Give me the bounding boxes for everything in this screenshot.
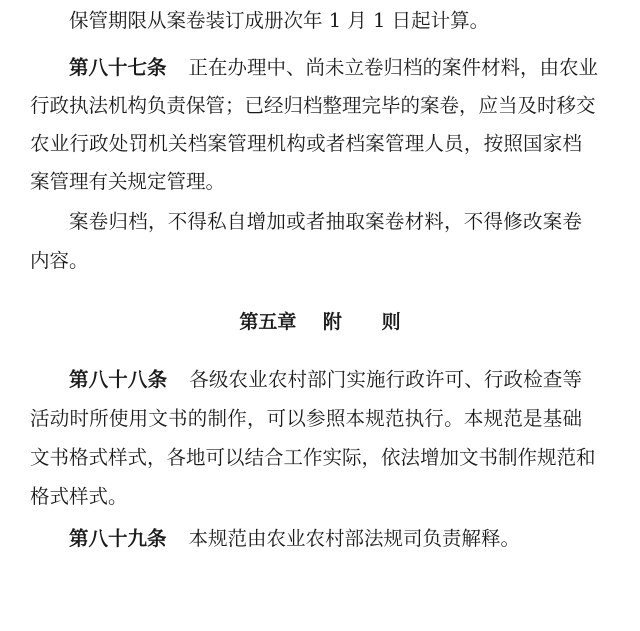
article-89-title: 第八十九条 <box>69 527 167 550</box>
article-87-line-1 <box>30 56 599 80</box>
article-88-line-1 <box>30 368 582 392</box>
article-86-text: 保管期限从案卷装订成册次年 1 月 1 日起计算。 <box>69 9 490 32</box>
article-87-para2-line-1 <box>30 210 582 234</box>
article-88-text-2: 活动时所使用文书的制作，可以参照本规范执行。本规范是基础 <box>30 407 582 430</box>
article-87-text-1: 正在办理中、尚未立卷归档的案件材料，由农业 <box>188 56 599 79</box>
article-87-text-3: 农业行政处罚机关档案管理机构或者档案管理人员，按照国家档 <box>30 132 582 155</box>
article-89-text-1: 本规范由农业农村部法规司负责解释。 <box>188 527 521 550</box>
article-86-continuation-line <box>30 9 582 33</box>
article-87-para2-text-2: 内容。 <box>30 249 89 272</box>
article-88-text-4: 格式样式。 <box>30 485 128 508</box>
article-88-title: 第八十八条 <box>69 368 168 391</box>
article-88-text-1: 各级农业农村部门实施行政许可、行政检查等 <box>189 368 582 391</box>
article-87-line-2 <box>30 94 596 118</box>
article-88-line-3 <box>30 446 596 470</box>
article-89-line-1 <box>30 527 582 551</box>
article-87-line-3 <box>30 132 582 156</box>
chapter-heading <box>0 310 640 334</box>
article-87-title: 第八十七条 <box>69 56 167 79</box>
article-87-text-4: 案管理有关规定管理。 <box>30 170 226 193</box>
article-88-line-4 <box>30 485 582 509</box>
article-87-para2-line-2 <box>30 249 582 273</box>
article-87-text-2: 行政执法机构负责保管；已经归档整理完毕的案卷，应当及时移交 <box>30 94 596 117</box>
article-87-para2-text-1: 案卷归档，不得私自增加或者抽取案卷材料，不得修改案卷 <box>69 210 582 233</box>
chapter-title-char-2: 则 <box>381 311 401 333</box>
article-88-text-3: 文书格式样式，各地可以结合工作实际，依法增加文书制作规范和 <box>30 446 596 469</box>
chapter-title-char-1: 附 <box>322 311 342 333</box>
article-87-line-4 <box>30 170 582 194</box>
article-88-line-2 <box>30 407 582 431</box>
chapter-number: 第五章 <box>239 311 297 333</box>
